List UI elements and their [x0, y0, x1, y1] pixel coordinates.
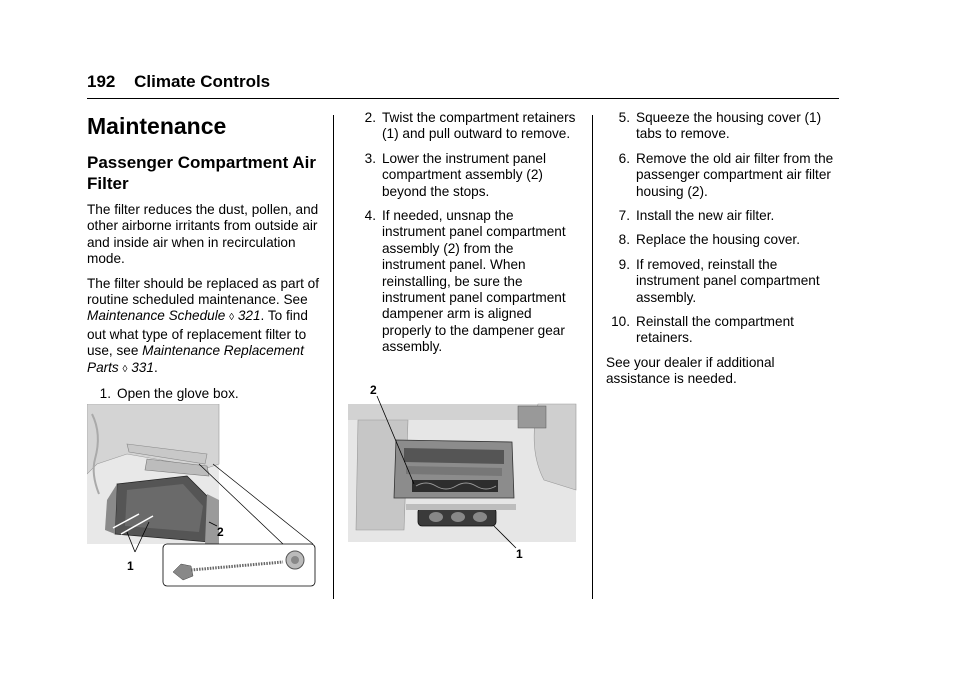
step-text: Twist the compartment retainers (1) and pull outward to remove. [382, 110, 576, 142]
step-number: 10. [611, 314, 630, 330]
page-heading: Maintenance [87, 113, 227, 139]
step-number: 7. [618, 208, 630, 224]
column-divider-2 [592, 115, 593, 599]
column-divider-1 [333, 115, 334, 599]
step-text: Squeeze the housing cover (1) tabs to remove. [636, 110, 822, 142]
column-2 [352, 110, 578, 364]
step-item [606, 232, 842, 248]
step-number: 2. [364, 110, 376, 125]
step-item [606, 314, 842, 347]
closing-paragraph: See your dealer if additional assistance is needed. [606, 354, 775, 387]
step-number: 9. [618, 256, 630, 272]
page-ref-icon: ◊ [229, 312, 235, 324]
step-number: 6. [618, 150, 630, 166]
page-number: 192 [87, 72, 116, 91]
filter-housing-illustration [348, 380, 578, 560]
running-header [87, 72, 270, 92]
step-item [352, 110, 578, 143]
step-number: 5. [618, 110, 630, 125]
step-text: Reinstall the compartment retainers. [636, 314, 794, 346]
step-number: 1. [99, 386, 111, 402]
callout-1: 1 [127, 559, 134, 573]
text-run: The filter should be replaced as part of routine scheduled maintenance. See [87, 275, 319, 308]
maintenance-schedule-link[interactable]: Maintenance Schedule [87, 308, 226, 324]
step-text: Remove the old air filter from the passenger compartment air filter housing (2). [636, 150, 834, 199]
header-rule [87, 98, 839, 99]
step-item [352, 151, 578, 200]
column-3 [606, 110, 842, 396]
step-item [606, 257, 842, 306]
step-text: Install the new air filter. [636, 208, 775, 224]
step-text: Lower the instrument panel compartment assembly (2) beyond the stops. [382, 150, 546, 199]
callout-2: 2 [217, 525, 224, 539]
step-text: If removed, reinstall the instrument panel compartment assembly. [636, 256, 820, 305]
step-number: 8. [618, 232, 630, 248]
step-item [606, 208, 842, 224]
step-item [606, 151, 842, 200]
step-number: 4. [364, 208, 376, 224]
callout-1: 1 [516, 547, 523, 560]
column-1 [87, 110, 327, 410]
step-text: If needed, unsnap the instrument panel compartment assembly (2) from the instrument panel. When reinstalling, be sure the instrument panel compartment dampener arm is aligned properly to the dampener gear assembly. [382, 208, 566, 355]
step-number: 3. [364, 150, 376, 166]
glove-box-illustration [87, 404, 317, 590]
step-text: Replace the housing cover. [636, 232, 800, 248]
section-heading: Passenger Compartment Air Filter [87, 153, 316, 193]
text-run: . To find out what type of replacement filter to use, see [87, 308, 308, 359]
text-run: . [153, 359, 158, 375]
callout-2: 2 [370, 383, 377, 397]
section-title: Climate Controls [134, 72, 271, 91]
step-item [87, 386, 327, 402]
maintenance-parts-link[interactable]: Maintenance Replacement Parts [87, 343, 304, 375]
page-ref-321[interactable]: 321 [237, 308, 261, 324]
step-text: Open the glove box. [117, 386, 239, 402]
page-ref-icon: ◊ [122, 363, 128, 375]
step-item [606, 110, 842, 143]
replacement-paragraph [87, 276, 327, 378]
page-ref-331[interactable]: 331 [131, 359, 154, 375]
intro-paragraph: The filter reduces the dust, pollen, and other airborne irritants from outside air and inside air when in recirculation mode. [87, 202, 319, 267]
step-item [352, 208, 578, 356]
